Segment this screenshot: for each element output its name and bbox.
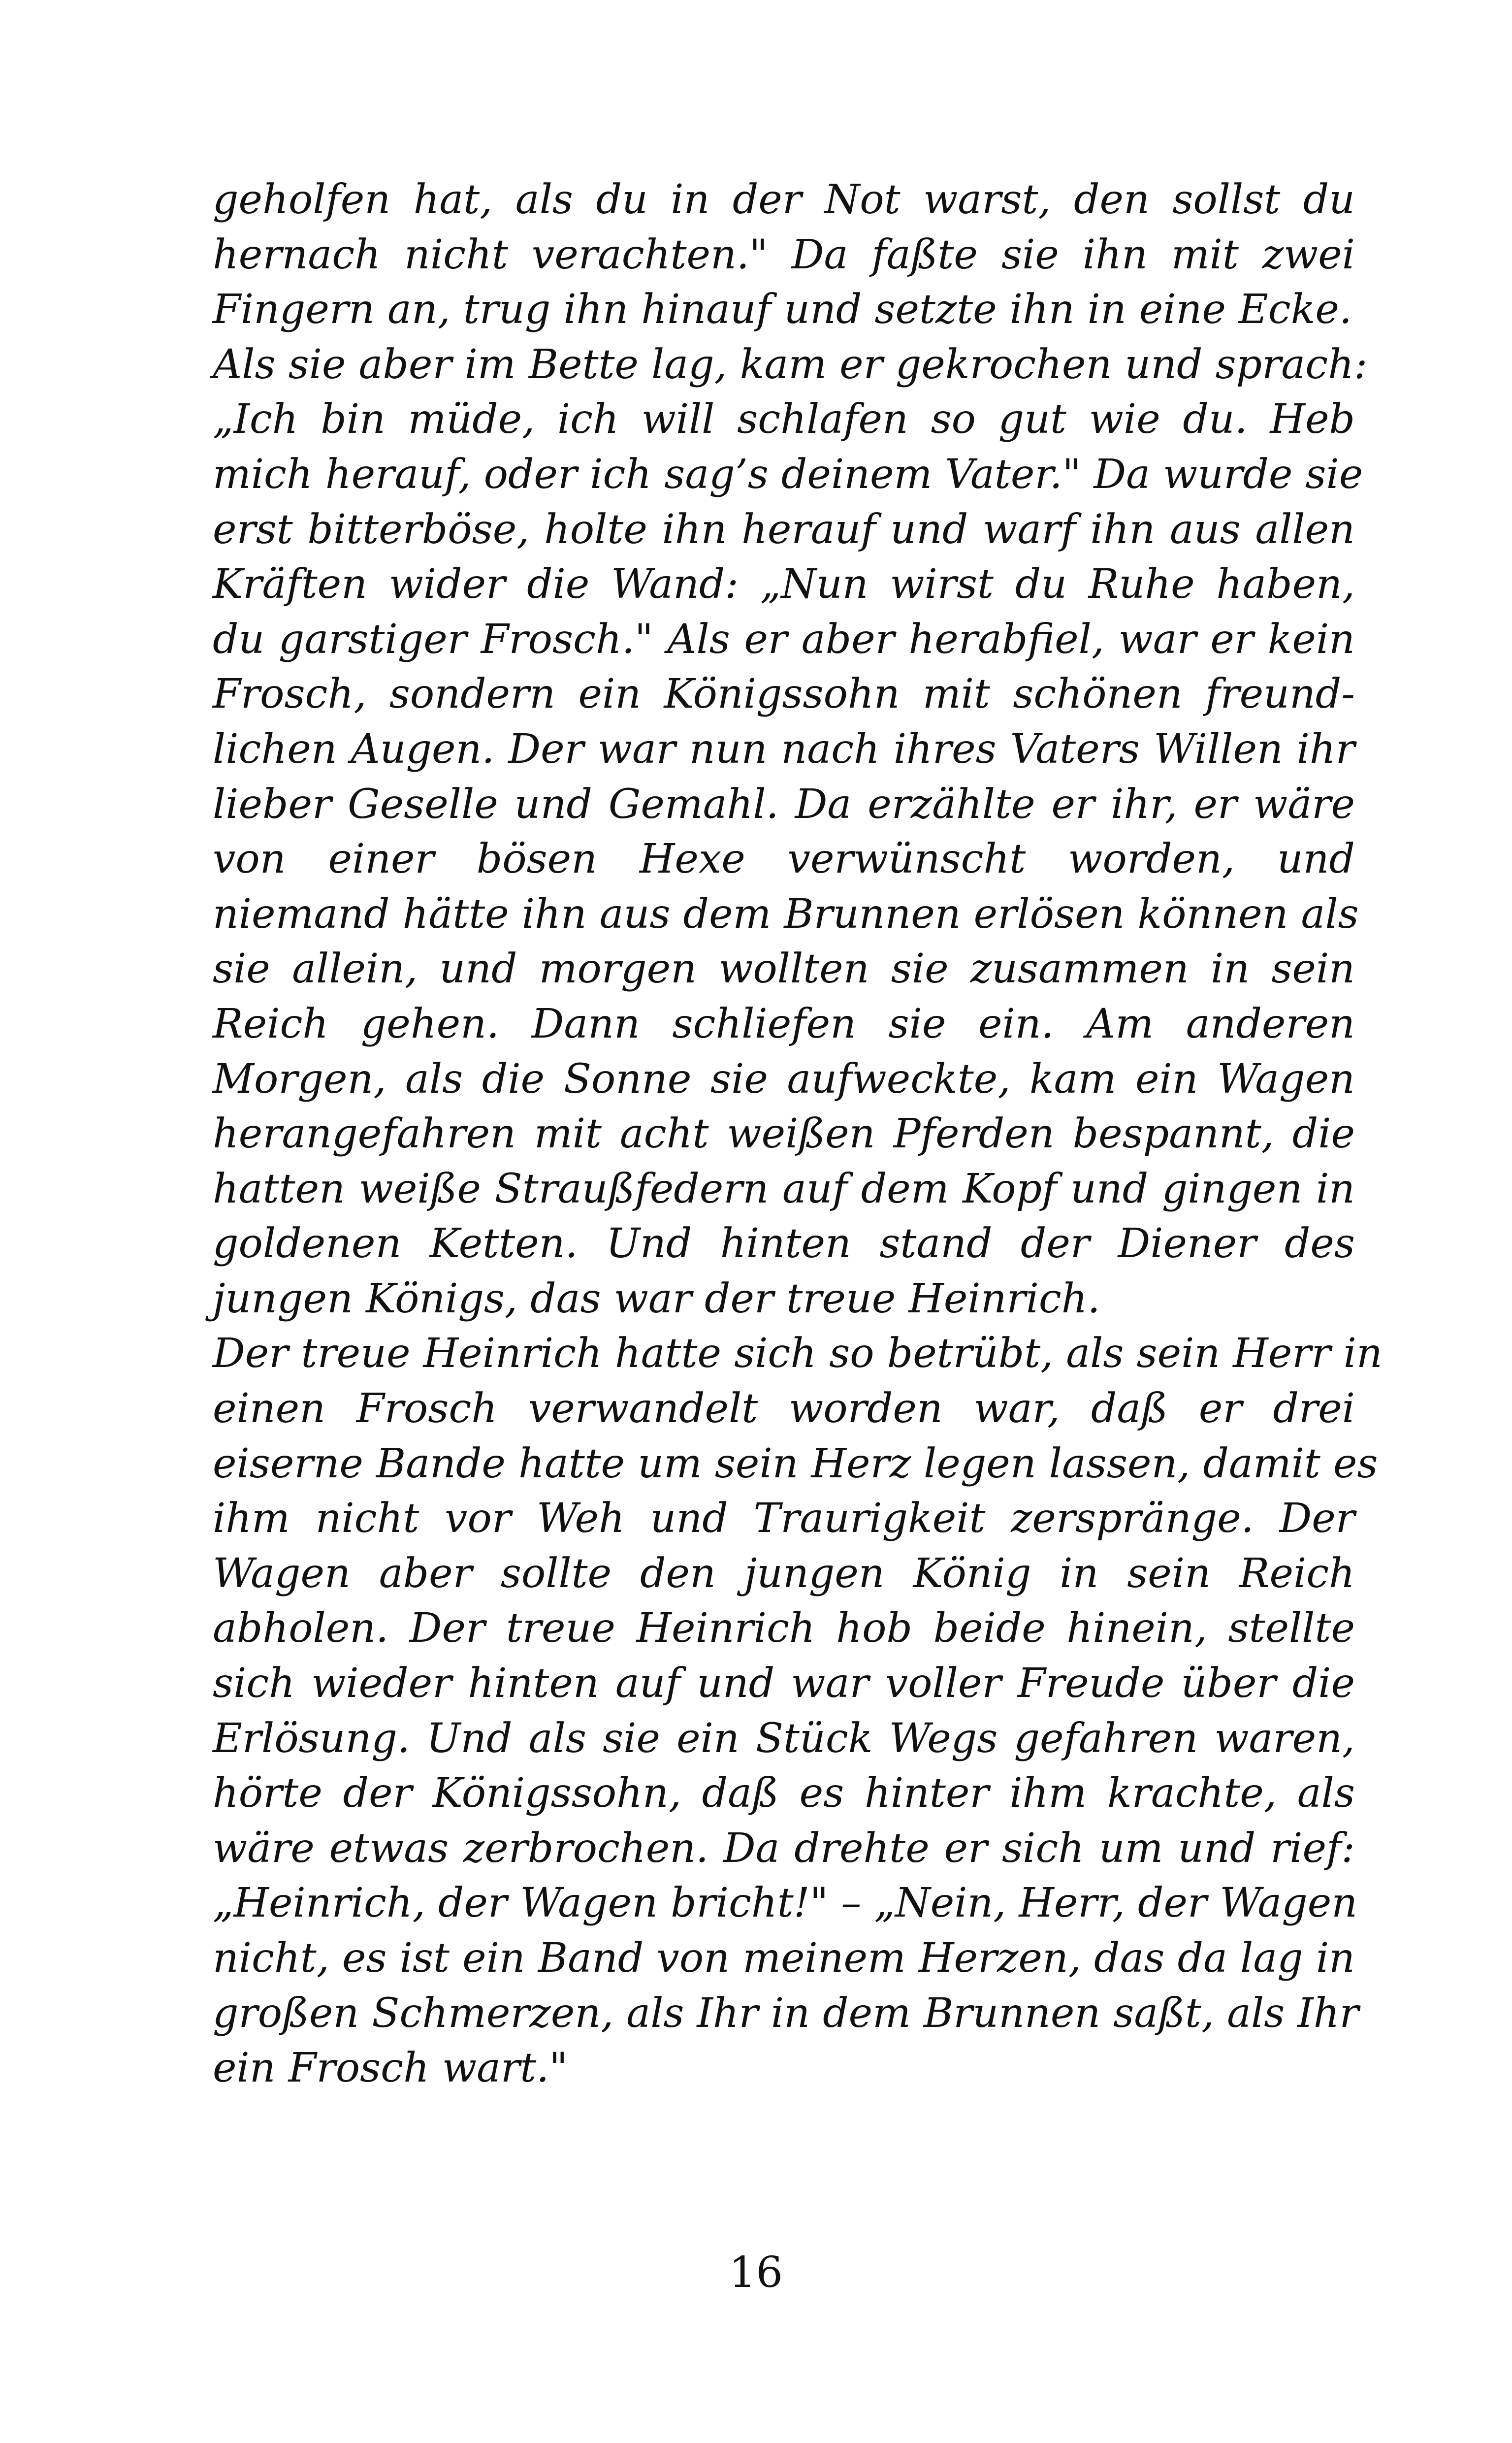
text-line: niemand hätte ihn aus dem Brunnen erlösen können als [213, 890, 1359, 938]
text-line: hatten weiße Straußfedern auf dem Kopf und gingen in [213, 1165, 1355, 1212]
text-line: Erlösung. Und als sie ein Stück Wegs gefahren waren, [213, 1715, 1355, 1762]
text-line: einen Frosch verwandelt worden war, daß er drei [213, 1385, 1355, 1433]
text-line: Wagen aber sollte den jungen König in sein Reich [213, 1550, 1355, 1597]
text-line: hörte der Königssohn, daß es hinter ihm krachte, als [213, 1770, 1355, 1817]
text-line: Als sie aber im Bette lag, kam er gekrochen und sprach: [213, 341, 1368, 388]
text-line: Fingern an, trug ihn hinauf und setzte ihn in eine Ecke. [213, 286, 1352, 333]
text-line: Frosch, sondern ein Königssohn mit schönen freund- [213, 671, 1355, 718]
text-line: „Heinrich, der Wagen bricht!" – „Nein, Herr, der Wagen [213, 1880, 1358, 1927]
body-text [213, 172, 1383, 2096]
text-line: lichen Augen. Der war nun nach ihres Vaters Willen ihr [213, 725, 1355, 773]
text-line: wäre etwas zerbrochen. Da drehte er sich um und rief: [213, 1824, 1355, 1872]
text-line: sie allein, und morgen wollten sie zusammen in sein [213, 945, 1355, 993]
text-line: eiserne Bande hatte um sein Herz legen lassen, damit es [213, 1440, 1378, 1487]
text-line: nicht, es ist ein Band von meinem Herzen, das da lag in [213, 1935, 1355, 1982]
text-line: geholfen hat, als du in der Not warst, den sollst du [213, 176, 1355, 223]
text-line: sich wieder hinten auf und war voller Freude über die [213, 1660, 1355, 1707]
text-line: Kräften wider die Wand: „Nun wirst du Ruhe haben, [213, 561, 1355, 608]
text-line: lieber Geselle und Gemahl. Da erzählte er ihr, er wäre [213, 781, 1355, 828]
text-line: Morgen, als die Sonne sie aufweckte, kam ein Wagen [213, 1055, 1355, 1103]
text-line: herangefahren mit acht weißen Pferden bespannt, die [213, 1110, 1355, 1158]
text-line: erst bitterböse, holte ihn herauf und warf ihn aus allen [213, 506, 1355, 553]
text-line: Der treue Heinrich hatte sich so betrübt, als sein Herr in [213, 1330, 1383, 1377]
text-line: mich herauf, oder ich sag’s deinem Vater." Da wurde sie [213, 451, 1363, 498]
text-line: „Ich bin müde, ich will schlafen so gut wie du. Heb [213, 396, 1355, 443]
text-line: abholen. Der treue Heinrich hob beide hinein, stellte [213, 1605, 1355, 1652]
text-line: jungen Königs, das war der treue Heinrich. [213, 1275, 1100, 1322]
text-line: du garstiger Frosch." Als er aber herabfiel, war er kein [213, 616, 1355, 663]
page-number: 16 [729, 2248, 783, 2297]
text-line: Reich gehen. Dann schliefen sie ein. Am anderen [213, 1000, 1355, 1047]
text-line: ein Frosch wart." [213, 2045, 568, 2092]
text-line: großen Schmerzen, als Ihr in dem Brunnen saßt, als Ihr [213, 1989, 1359, 2037]
text-line: von einer bösen Hexe verwünscht worden, und [213, 836, 1355, 883]
text-line: goldenen Ketten. Und hinten stand der Diener des [213, 1220, 1355, 1268]
text-line: hernach nicht verachten." Da faßte sie ihn mit zwei [213, 231, 1355, 278]
text-line: ihm nicht vor Weh und Traurigkeit zerspränge. Der [213, 1495, 1355, 1542]
